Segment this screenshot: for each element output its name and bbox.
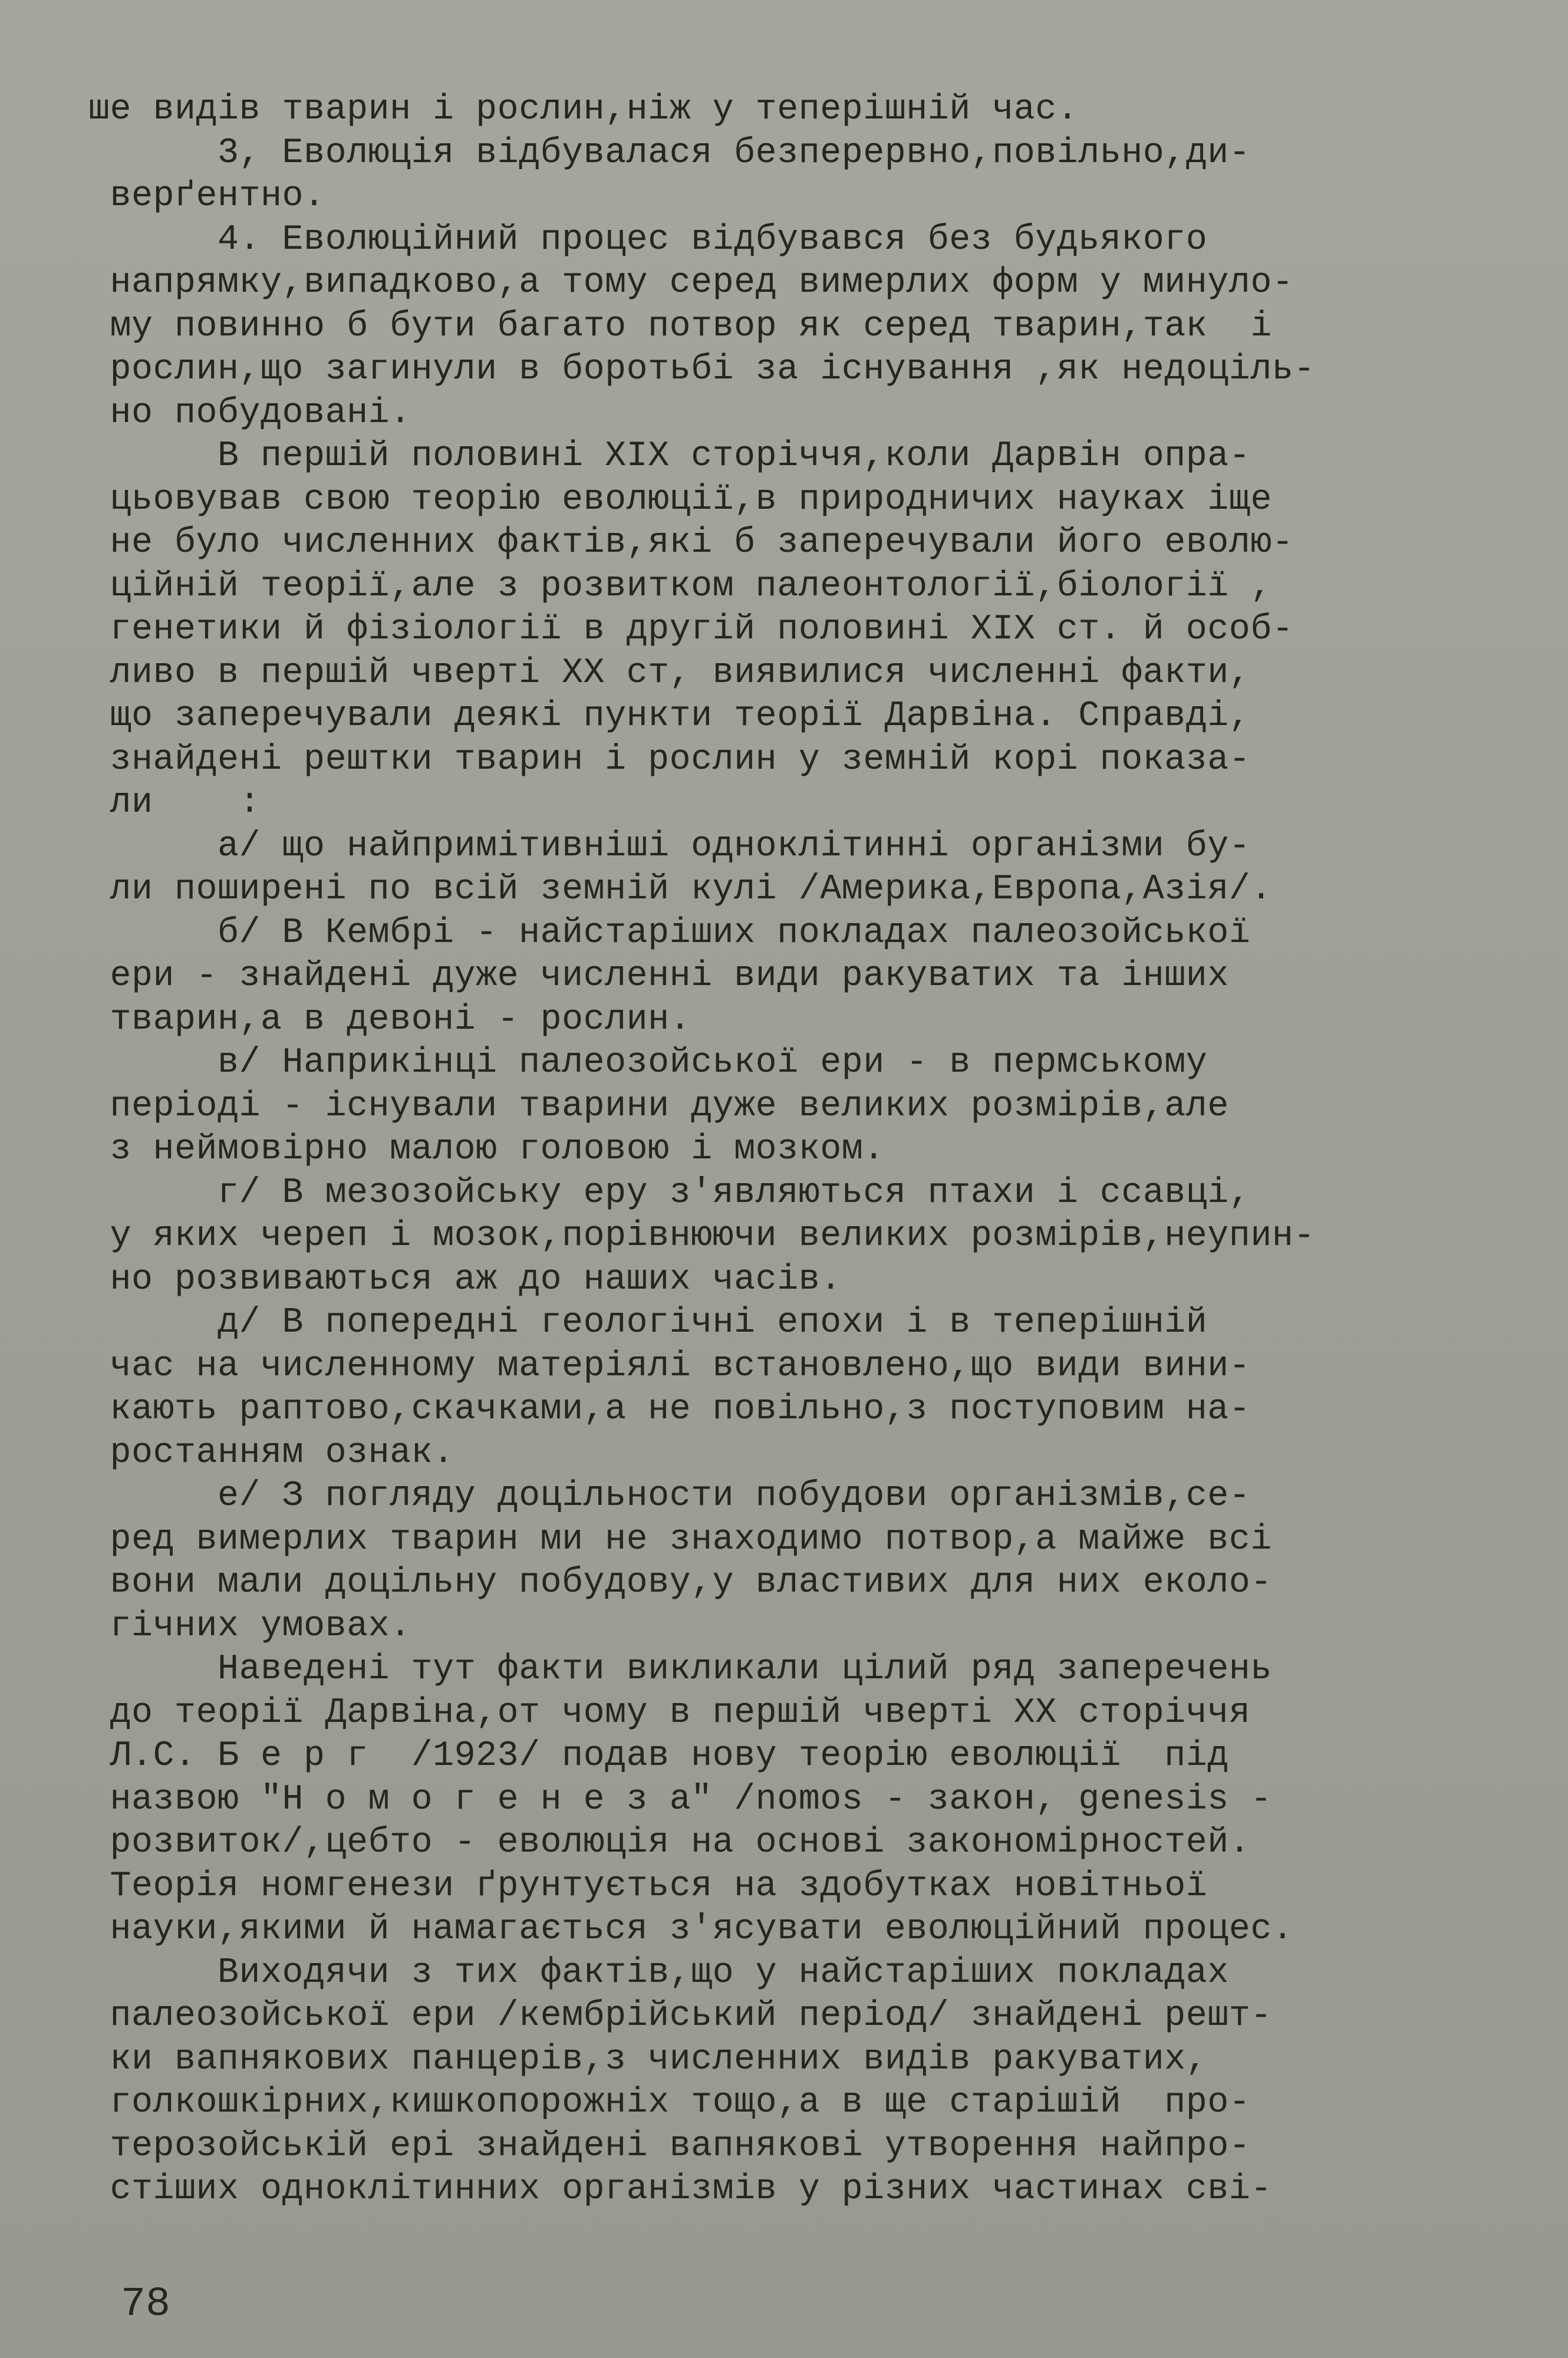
body-text	[88, 88, 1515, 2212]
page-number: 78	[121, 2281, 171, 2328]
text-line: ред вимерлих тварин ми не знаходимо потвор,а майже всі	[88, 1519, 1272, 1560]
text-line: розвиток/,цебто - еволюція на основі закономірностей.	[88, 1823, 1251, 1863]
text-line: назвою "Н о м о г е н е з а" /nomos - закон, genesis -	[88, 1779, 1272, 1820]
text-line: ше видів тварин і рослин,ніж у теперішній час.	[88, 90, 1079, 130]
text-line: гічних умовах.	[88, 1606, 411, 1646]
text-line: науки,якими й намагається з'ясувати еволюційний процес.	[88, 1909, 1294, 1949]
text-line: що заперечували деякі пункти теорії Дарвіна. Справді,	[88, 696, 1251, 736]
text-line: періоді - існували тварини дуже великих розмірів,але	[88, 1086, 1229, 1127]
text-line: стіших одноклітинних організмів у різних частинах сві-	[88, 2169, 1272, 2209]
text-line: Наведені тут факти викликали цілий ряд заперечень	[88, 1649, 1272, 1690]
text-line: 3, Еволюція відбувалася безперервно,повільно,ди-	[88, 133, 1251, 173]
text-line: ли поширені по всій земній кулі /Америка,Европа,Азія/.	[88, 870, 1272, 910]
text-line: не було численних фактів,які б заперечували його еволю-	[88, 523, 1294, 563]
text-line: Л.С. Б е р г /1923/ подав нову теорію еволюції під	[88, 1736, 1229, 1776]
text-line: ливо в першій чверті XX ст, виявилися численні факти,	[88, 653, 1251, 693]
text-line: д/ В попередні геологічні епохи і в теперішній	[88, 1303, 1208, 1343]
text-line: г/ В мезозойську еру з'являються птахи і ссавці,	[88, 1173, 1251, 1213]
text-line: а/ що найпримітивніші одноклітинні організми бу-	[88, 826, 1251, 867]
text-line: Теорія номгенези ґрунтується на здобутках новітньої	[88, 1866, 1208, 1906]
text-line: у яких череп і мозок,порівнюючи великих розмірів,неупин-	[88, 1216, 1315, 1256]
text-line: но побудовані.	[88, 393, 411, 433]
text-line: вони мали доцільну побудову,у властивих для них еколо-	[88, 1563, 1272, 1603]
text-line: б/ В Кембрі - найстаріших покладах палеозойської	[88, 913, 1251, 953]
text-line: рослин,що загинули в боротьбі за існування ,як недоціль-	[88, 350, 1315, 390]
text-line: Виходячи з тих фактів,що у найстаріших покладах	[88, 1952, 1229, 1993]
text-line: терозойській ері знайдені вапнякові утворення найпро-	[88, 2126, 1251, 2166]
text-line: знайдені рештки тварин і рослин у земній корі показа-	[88, 739, 1251, 780]
text-line: но розвиваються аж до наших часів.	[88, 1259, 842, 1300]
text-line: голкошкірних,кишкопорожніх тощо,а в ще старішій про-	[88, 2083, 1251, 2123]
text-line: кають раптово,скачками,а не повільно,з поступовим на-	[88, 1389, 1251, 1430]
text-line: цьовував свою теорію еволюції,в природничих науках іще	[88, 479, 1272, 520]
text-line: час на численному матеріялі встановлено,що види вини-	[88, 1346, 1251, 1387]
text-line: ки вапнякових панцерів,з численних видів ракуватих,	[88, 2039, 1208, 2080]
text-line: ери - знайдені дуже численні види ракуватих та інших	[88, 956, 1229, 996]
text-line: до теорії Дарвіна,от чому в першій чверті XX сторіччя	[88, 1692, 1251, 1733]
text-line: напрямку,випадково,а тому серед вимерлих форм у минуло-	[88, 263, 1294, 303]
text-line: 4. Еволюційний процес відбувався без будьякого	[88, 219, 1208, 260]
text-line: з неймовірно малою головою і мозком.	[88, 1129, 885, 1170]
text-line: генетики й фізіології в другій половині XIX ст. й особ-	[88, 610, 1294, 650]
text-line: тварин,а в девоні - рослин.	[88, 999, 691, 1040]
text-line: му повинно б бути багато потвор як серед тварин,так і	[88, 306, 1272, 347]
text-line: верґентно.	[88, 176, 325, 216]
text-line: ли :	[88, 783, 261, 823]
text-line: в/ Наприкінці палеозойської ери - в пермському	[88, 1043, 1208, 1083]
text-line: ростанням ознак.	[88, 1432, 454, 1473]
text-line: ційній теорії,але з розвитком палеонтології,біології ,	[88, 566, 1272, 607]
text-line: палеозойської ери /кембрійський період/ знайдені решт-	[88, 1996, 1272, 2036]
text-line: е/ З погляду доцільности побудови організмів,се-	[88, 1476, 1251, 1516]
text-line: В першій половині XIX сторіччя,коли Дарвін опра-	[88, 436, 1251, 476]
